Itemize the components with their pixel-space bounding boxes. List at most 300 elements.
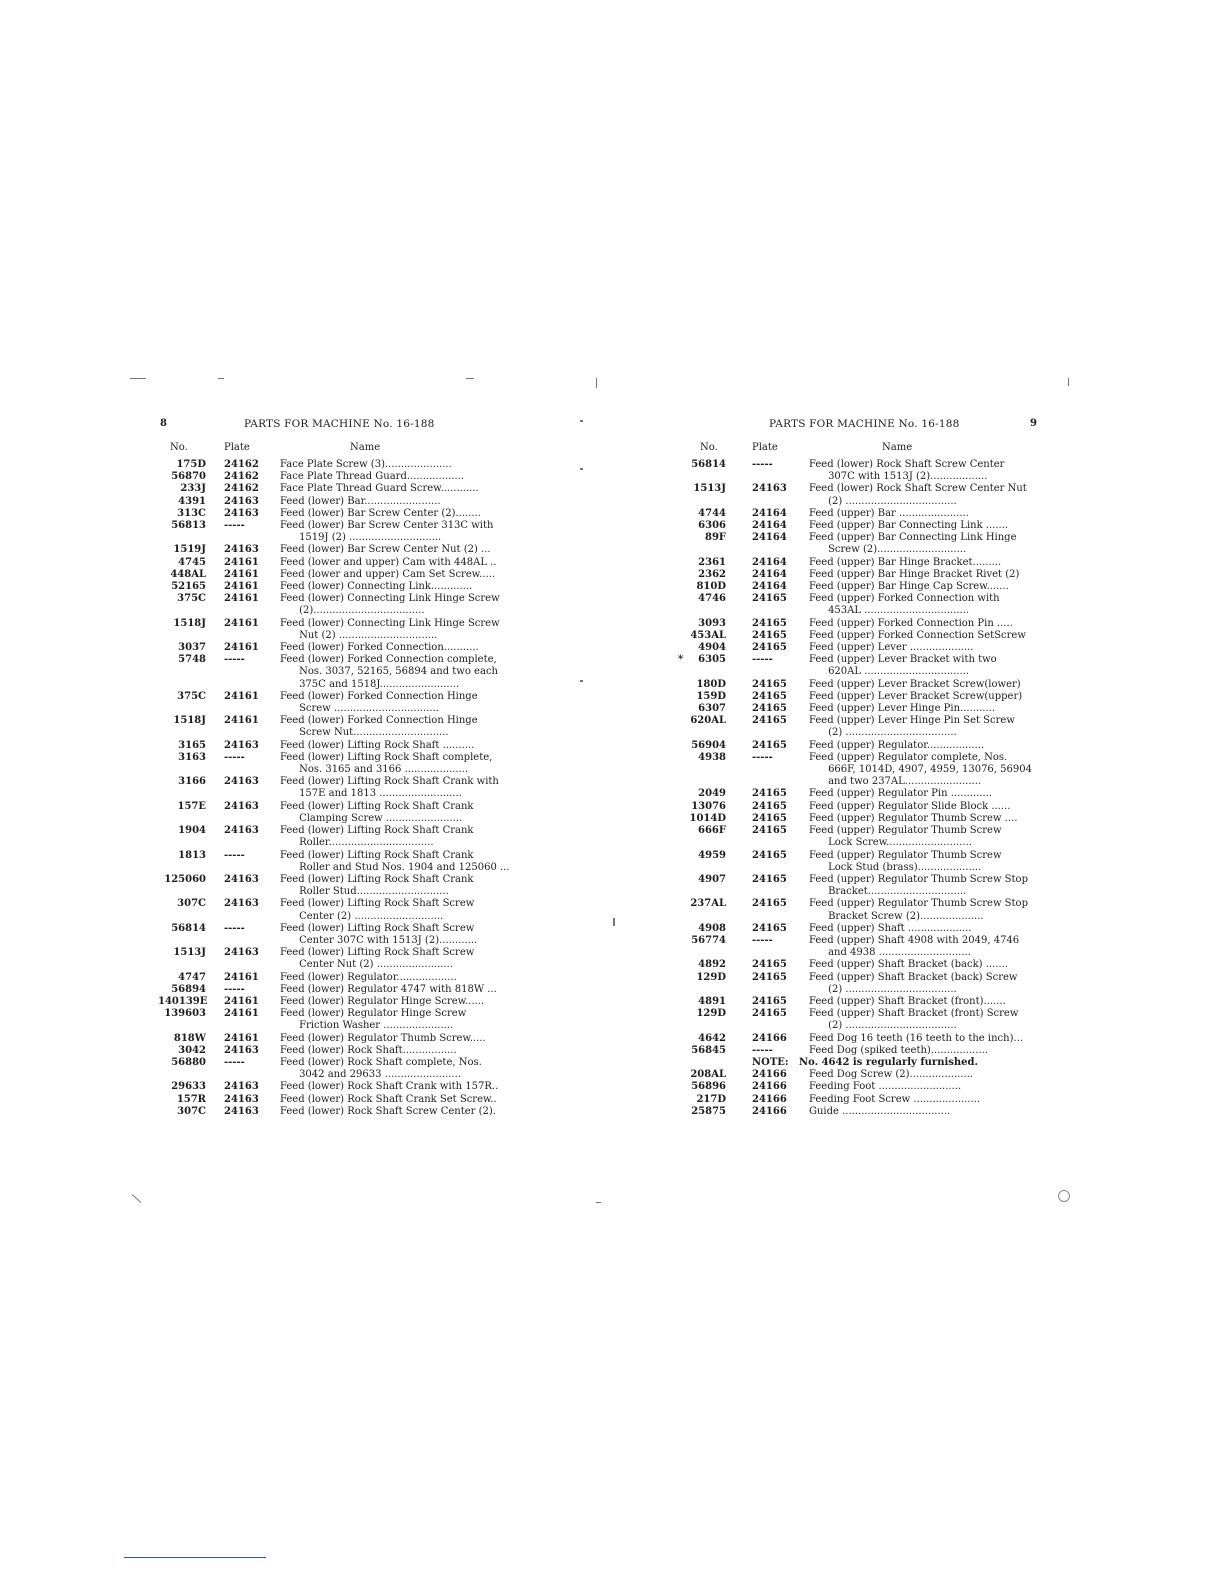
table-row <box>688 557 1048 569</box>
table-row <box>158 691 520 715</box>
column-header-plate: Plate <box>752 442 778 453</box>
table-row <box>688 1069 1048 1081</box>
part-number: 3165 <box>178 739 206 751</box>
plate-number: 24163 <box>224 898 259 910</box>
table-row <box>688 740 1048 752</box>
plate-number: 24163 <box>224 776 259 788</box>
table-row <box>158 776 520 800</box>
part-name-continued: and two 237AL........................ <box>809 776 982 788</box>
part-number: 3042 <box>178 1044 206 1056</box>
part-name: Feed (lower) Lifting Rock Shaft Screw <box>280 898 475 910</box>
part-name: Feed (lower) Lifting Rock Shaft Screw <box>280 922 475 934</box>
part-name: Feed (upper) Bar ...................... <box>809 507 969 519</box>
plate-number: 24165 <box>752 873 787 885</box>
table-row <box>158 874 520 898</box>
part-name: Feed (upper) Lever Bracket with two <box>809 654 997 666</box>
table-row <box>688 1094 1048 1106</box>
part-name-continued: Roller and Stud Nos. 1904 and 125060 ... <box>280 861 510 873</box>
table-row <box>688 1033 1048 1045</box>
plate-number: 24161 <box>224 581 259 593</box>
column-headers <box>688 436 1048 459</box>
part-number: 56880 <box>171 1056 206 1068</box>
part-name-continued: 1519J (2) ............................. <box>280 532 442 544</box>
table-row <box>688 483 1048 507</box>
table-row <box>688 825 1048 849</box>
plate-number: 24165 <box>752 971 787 983</box>
asterisk-marker: * <box>678 654 684 666</box>
part-name: Feed (lower) Lifting Rock Shaft Crank <box>280 849 474 861</box>
table-row <box>688 801 1048 813</box>
part-number: 25875 <box>691 1105 726 1117</box>
column-header-no: No. <box>170 442 188 453</box>
part-name: Guide .................................. <box>809 1105 951 1117</box>
plate-number: 24163 <box>224 495 259 507</box>
table-row <box>688 1057 1048 1069</box>
part-name: Feeding Foot Screw ..................... <box>809 1093 981 1105</box>
table-row <box>688 898 1048 922</box>
part-name-continued: (2) ................................... <box>809 983 957 995</box>
plate-number: 24163 <box>224 739 259 751</box>
scan-speck <box>596 1202 601 1203</box>
part-name-continued: 157E and 1813 .......................... <box>280 788 462 800</box>
part-name: Feed (upper) Regulator Thumb Screw Stop <box>809 898 1028 910</box>
table-row <box>158 898 520 922</box>
scan-speck <box>132 1194 142 1203</box>
part-name: Face Plate Screw (3)..................... <box>280 459 452 470</box>
plate-number: 24165 <box>752 617 787 629</box>
plate-number: 24165 <box>752 898 787 910</box>
part-number: 157E <box>177 800 206 812</box>
plate-number: ----- <box>224 1056 245 1068</box>
part-number: 4642 <box>698 1032 726 1044</box>
part-number: 175D <box>176 459 206 470</box>
part-name-continued: Bracket Screw (2).................... <box>809 910 984 922</box>
part-name-continued: Screw Nut.............................. <box>280 727 449 739</box>
plate-number: ----- <box>224 849 245 861</box>
part-name-continued: Center Nut (2) ........................ <box>280 959 453 971</box>
part-number: 307C <box>177 1105 206 1117</box>
part-number: 208AL <box>690 1069 726 1081</box>
part-number: 3037 <box>178 642 206 654</box>
table-row <box>158 508 520 520</box>
part-number: 4908 <box>698 922 726 934</box>
table-row <box>158 752 520 776</box>
part-name-continued: (2) ................................... <box>809 1020 957 1032</box>
part-name-continued: Roller Stud............................. <box>280 886 449 898</box>
plate-number: 24161 <box>224 995 259 1007</box>
plate-number: 24161 <box>224 715 259 727</box>
part-number: 217D <box>696 1093 726 1105</box>
plate-number: 24164 <box>752 556 787 568</box>
part-name: Feed (lower and upper) Cam with 448AL .. <box>280 556 497 568</box>
part-number: 56814 <box>171 922 206 934</box>
plate-number: 24163 <box>224 507 259 519</box>
part-name: Feed (upper) Lever Hinge Pin Set Screw <box>809 715 1015 727</box>
plate-number: ----- <box>224 922 245 934</box>
part-number: 56870 <box>171 471 206 483</box>
table-row <box>688 679 1048 691</box>
part-name-continued: Friction Washer ...................... <box>280 1020 454 1032</box>
table-row <box>688 459 1048 483</box>
plate-number: 24165 <box>752 739 787 751</box>
part-name: Feed (lower) Rock Shaft Screw Center (2). <box>280 1105 496 1117</box>
table-row <box>158 569 520 581</box>
scan-speck <box>1068 378 1069 386</box>
table-row <box>688 532 1048 556</box>
part-name: Feed Dog 16 teeth (16 teeth to the inch)... <box>809 1032 1024 1044</box>
table-row <box>158 496 520 508</box>
part-name: Face Plate Thread Guard Screw............ <box>280 483 479 495</box>
part-number: 29633 <box>171 1081 206 1093</box>
plate-number: 24161 <box>224 617 259 629</box>
bottom-rule <box>124 1557 266 1558</box>
part-name: Feed (upper) Lever Bracket Screw(lower) <box>809 678 1021 690</box>
table-row <box>688 972 1048 996</box>
part-number: 180D <box>696 678 726 690</box>
plate-number: ----- <box>752 459 773 470</box>
table-row <box>158 715 520 739</box>
part-number: 56896 <box>691 1081 726 1093</box>
part-name-continued: Nut (2) ............................... <box>280 629 438 641</box>
part-number: 1518J <box>173 617 206 629</box>
plate-number: 24166 <box>752 1081 787 1093</box>
plate-number: 24165 <box>752 642 787 654</box>
part-name: Feed (lower) Lifting Rock Shaft complete, <box>280 751 493 763</box>
parts-list <box>678 459 1048 1118</box>
part-name: Feed (lower) Forked Connection complete, <box>280 654 497 666</box>
part-name: Feed (upper) Regulator Thumb Screw <box>809 825 1002 837</box>
part-name: Feed (lower) Forked Connection Hinge <box>280 715 478 727</box>
part-number: 1513J <box>693 483 726 495</box>
table-row <box>158 593 520 617</box>
plate-number: ----- <box>752 1044 773 1056</box>
plate-number: 24165 <box>752 995 787 1007</box>
page-title: PARTS FOR MACHINE No. 16-188 <box>769 418 960 430</box>
page-title: PARTS FOR MACHINE No. 16-188 <box>244 418 435 430</box>
table-row <box>688 1008 1048 1032</box>
part-number: 139603 <box>164 1008 206 1020</box>
page-number: 9 <box>1030 418 1038 429</box>
part-number: 89F <box>704 532 726 544</box>
table-row <box>688 581 1048 593</box>
part-number: 3163 <box>178 751 206 763</box>
part-number: 1813 <box>178 849 206 861</box>
plate-number: 24165 <box>752 800 787 812</box>
plate-number: 24165 <box>752 678 787 690</box>
column-header-no: No. <box>700 442 718 453</box>
table-row <box>688 1106 1048 1118</box>
part-name: Feed (upper) Shaft Bracket (back) Screw <box>809 971 1018 983</box>
table-row <box>688 715 1048 739</box>
table-row <box>688 520 1048 532</box>
plate-number: 24165 <box>752 690 787 702</box>
table-row <box>688 1081 1048 1093</box>
part-name: Feed (lower) Lifting Rock Shaft Screw <box>280 947 475 959</box>
scan-speck <box>596 378 597 388</box>
part-name-continued: Lock Screw........................... <box>809 837 972 849</box>
plate-number: 24161 <box>224 1032 259 1044</box>
part-number: 4959 <box>698 849 726 861</box>
part-name: Feed (lower) Connecting Link............. <box>280 581 473 593</box>
plate-number: 24163 <box>224 800 259 812</box>
part-name: Feed (lower) Forked Connection Hinge <box>280 690 478 702</box>
plate-number: NOTE: <box>752 1056 789 1068</box>
part-name: Feed (lower) Lifting Rock Shaft .......... <box>280 739 475 751</box>
part-name-continued: Clamping Screw ........................ <box>280 812 463 824</box>
plate-number: 24163 <box>224 1081 259 1093</box>
plate-number: 24165 <box>752 922 787 934</box>
part-name: Feed (upper) Forked Connection SetScrew <box>809 629 1026 641</box>
part-name: Feed (lower) Lifting Rock Shaft Crank <box>280 800 474 812</box>
part-name: Feed (upper) Shaft Bracket (front)....... <box>809 995 1006 1007</box>
plate-number: 24165 <box>752 703 787 715</box>
part-name: Feed (upper) Shaft .................... <box>809 922 972 934</box>
part-name: Feed (upper) Bar Hinge Cap Screw....... <box>809 581 1009 593</box>
part-number: 140139E <box>158 995 208 1007</box>
plate-number: 24161 <box>224 642 259 654</box>
plate-number: ----- <box>224 983 245 995</box>
table-row <box>158 984 520 996</box>
part-name: Feed (lower) Rock Shaft Screw Center Nut <box>809 483 1027 495</box>
part-name: Feed (upper) Shaft Bracket (back) ....... <box>809 959 1009 971</box>
scan-speck <box>580 420 583 422</box>
part-number: 129D <box>696 1008 726 1020</box>
part-number: 56904 <box>691 739 726 751</box>
table-row <box>158 1094 520 1106</box>
part-name-continued: Lock Stud (brass).................... <box>809 861 982 873</box>
part-name: Feed (lower) Rock Shaft Screw Center <box>809 459 1005 470</box>
part-number: 4746 <box>698 593 726 605</box>
plate-number: ----- <box>752 751 773 763</box>
plate-number: 24161 <box>224 593 259 605</box>
part-number: 125060 <box>164 873 206 885</box>
table-row <box>158 923 520 947</box>
page-header <box>158 414 520 436</box>
page-header <box>688 414 1048 436</box>
table-row <box>688 813 1048 825</box>
part-number: 1014D <box>689 812 726 824</box>
part-number: 56894 <box>171 983 206 995</box>
plate-number: 24165 <box>752 812 787 824</box>
table-row <box>688 788 1048 800</box>
plate-number: ----- <box>224 751 245 763</box>
part-number: 4745 <box>178 556 206 568</box>
part-name: Feed (upper) Bar Connecting Link ....... <box>809 520 1009 532</box>
table-row <box>158 471 520 483</box>
plate-number: 24164 <box>752 581 787 593</box>
plate-number: 24165 <box>752 1008 787 1020</box>
part-name-continued: Center 307C with 1513J (2)............ <box>280 934 478 946</box>
plate-number: 24164 <box>752 532 787 544</box>
part-name: Feed (lower) Regulator Hinge Screw <box>280 1008 467 1020</box>
part-number: 5748 <box>178 654 206 666</box>
part-number: 810D <box>696 581 726 593</box>
part-name-continued: 307C with 1513J (2).................. <box>809 471 988 483</box>
part-name: Face Plate Thread Guard.................. <box>280 471 465 483</box>
part-name: Feed (lower) Regulator Thumb Screw..... <box>280 1032 486 1044</box>
table-row <box>158 1033 520 1045</box>
table-row <box>688 569 1048 581</box>
part-name-continued: Center (2) ............................ <box>280 910 444 922</box>
part-name: Feed (upper) Forked Connection Pin ..... <box>809 617 1013 629</box>
part-name: Feed (upper) Shaft 4908 with 2049, 4746 <box>809 934 1020 946</box>
plate-number: 24163 <box>224 1105 259 1117</box>
part-name: Feed (lower) Regulator 4747 with 818W ... <box>280 983 497 995</box>
part-number: 233J <box>180 483 206 495</box>
table-row <box>158 520 520 544</box>
part-number: 6307 <box>698 703 726 715</box>
table-row <box>158 618 520 642</box>
part-number: 159D <box>696 690 726 702</box>
parts-list <box>158 459 520 1118</box>
scan-speck <box>130 378 146 379</box>
plate-number: 24163 <box>224 873 259 885</box>
table-row <box>158 1081 520 1093</box>
part-name: Feed (upper) Shaft Bracket (front) Screw <box>809 1008 1019 1020</box>
part-name-continued: (2)................................... <box>280 605 425 617</box>
table-row <box>158 947 520 971</box>
page-number: 8 <box>160 418 168 429</box>
table-row <box>688 593 1048 617</box>
table-row <box>158 1057 520 1081</box>
part-name: Feed (upper) Regulator.................. <box>809 739 985 751</box>
part-name: Feed (upper) Lever Hinge Pin........... <box>809 703 996 715</box>
part-number: 56813 <box>171 520 206 532</box>
part-name: Feed (lower and upper) Cam Set Screw..... <box>280 568 496 580</box>
part-number: 818W <box>173 1032 206 1044</box>
plate-number: 24166 <box>752 1032 787 1044</box>
table-row <box>688 996 1048 1008</box>
scan-speck <box>1058 1190 1070 1202</box>
plate-number: 24165 <box>752 629 787 641</box>
table-row <box>688 1045 1048 1057</box>
plate-number: 24163 <box>752 483 787 495</box>
part-number: 4391 <box>178 495 206 507</box>
part-number: 6305 <box>698 654 726 666</box>
part-name-continued: Screw ................................. <box>280 703 439 715</box>
part-number: 453AL <box>690 629 726 641</box>
table-row <box>158 996 520 1008</box>
part-name: Feed (upper) Forked Connection with <box>809 593 1000 605</box>
part-number: 620AL <box>690 715 726 727</box>
part-number: 4891 <box>698 995 726 1007</box>
table-row <box>688 703 1048 715</box>
table-row <box>158 459 520 471</box>
part-number: 313C <box>177 507 206 519</box>
part-name: Feed (lower) Regulator Hinge Screw...... <box>280 995 485 1007</box>
part-number: 4747 <box>178 971 206 983</box>
part-number: 129D <box>696 971 726 983</box>
part-number: 157R <box>176 1093 206 1105</box>
plate-number: 24165 <box>752 849 787 861</box>
part-name: Feed (lower) Lifting Rock Shaft Crank <box>280 825 474 837</box>
part-number: 2362 <box>698 568 726 580</box>
plate-number: 24165 <box>752 715 787 727</box>
part-number: 56845 <box>691 1044 726 1056</box>
column-header-name: Name <box>350 442 381 453</box>
table-row <box>158 557 520 569</box>
table-row <box>688 508 1048 520</box>
scan-speck <box>580 680 583 682</box>
part-name-continued: (2) ................................... <box>809 495 957 507</box>
part-number: 2361 <box>698 556 726 568</box>
part-name: Feed (lower) Rock Shaft................. <box>280 1044 457 1056</box>
part-name: Feed (lower) Rock Shaft Crank with 157R.. <box>280 1081 499 1093</box>
table-row <box>158 581 520 593</box>
part-number: 666F <box>698 825 726 837</box>
table-row <box>158 801 520 825</box>
part-name: Feed (lower) Regulator................... <box>280 971 457 983</box>
part-name: Feed (lower) Lifting Rock Shaft Crank <box>280 873 474 885</box>
part-name-continued: 620AL ................................. <box>809 666 970 678</box>
part-number: 1518J <box>173 715 206 727</box>
table-row <box>158 825 520 849</box>
table-row <box>158 1008 520 1032</box>
table-row <box>688 850 1048 874</box>
plate-number: ----- <box>224 654 245 666</box>
plate-number: 24163 <box>224 947 259 959</box>
table-row <box>158 1045 520 1057</box>
left-page <box>158 414 520 1118</box>
plate-number: 24165 <box>752 593 787 605</box>
plate-number: 24162 <box>224 483 259 495</box>
part-number: 4904 <box>698 642 726 654</box>
plate-number: 24164 <box>752 520 787 532</box>
part-name: Feed (lower) Bar Screw Center Nut (2) ... <box>280 544 491 556</box>
table-row <box>158 1106 520 1118</box>
table-row <box>688 642 1048 654</box>
part-name: Feed (upper) Bar Hinge Bracket......... <box>809 556 1002 568</box>
part-number: 1519J <box>173 544 206 556</box>
part-name-continued: Screw (2)............................ <box>809 544 967 556</box>
part-name-continued: Bracket............................... <box>809 886 967 898</box>
table-row <box>158 642 520 654</box>
plate-number: 24164 <box>752 507 787 519</box>
part-name-continued: and 4938 ............................. <box>809 947 971 959</box>
part-name: Feed (lower) Connecting Link Hinge Screw <box>280 593 500 605</box>
part-name-continued: Nos. 3037, 52165, 56894 and two each <box>280 666 498 678</box>
part-number: 56814 <box>691 459 726 470</box>
column-header-name: Name <box>882 442 913 453</box>
table-row <box>158 654 520 691</box>
plate-number: 24166 <box>752 1069 787 1081</box>
scan-speck <box>580 468 583 470</box>
part-name: Feed (upper) Lever .................... <box>809 642 974 654</box>
part-name: Feed (lower) Bar Screw Center 313C with <box>280 520 494 532</box>
right-page <box>678 414 1048 1118</box>
table-row <box>678 654 1048 678</box>
part-name: Feed (lower) Rock Shaft Crank Set Screw.. <box>280 1093 497 1105</box>
scan-speck <box>466 378 474 379</box>
part-number: 3166 <box>178 776 206 788</box>
plate-number: 24165 <box>752 959 787 971</box>
part-name-continued: Roller................................. <box>280 837 434 849</box>
part-name-continued: 666F, 1014D, 4907, 4959, 13076, 56904 <box>809 764 1032 776</box>
part-name: Feed (upper) Regulator Thumb Screw <box>809 849 1002 861</box>
scan-speck <box>218 378 224 379</box>
plate-number: 24161 <box>224 1008 259 1020</box>
part-name: Feed (upper) Bar Hinge Bracket Rivet (2) <box>809 568 1020 580</box>
table-row <box>688 630 1048 642</box>
table-row <box>158 544 520 556</box>
part-name: Feed (upper) Regulator Pin ............. <box>809 788 993 800</box>
plate-number: 24166 <box>752 1105 787 1117</box>
plate-number: 24165 <box>752 788 787 800</box>
plate-number: 24161 <box>224 556 259 568</box>
table-row <box>688 874 1048 898</box>
plate-number: 24163 <box>224 1044 259 1056</box>
plate-number: 24163 <box>224 1093 259 1105</box>
